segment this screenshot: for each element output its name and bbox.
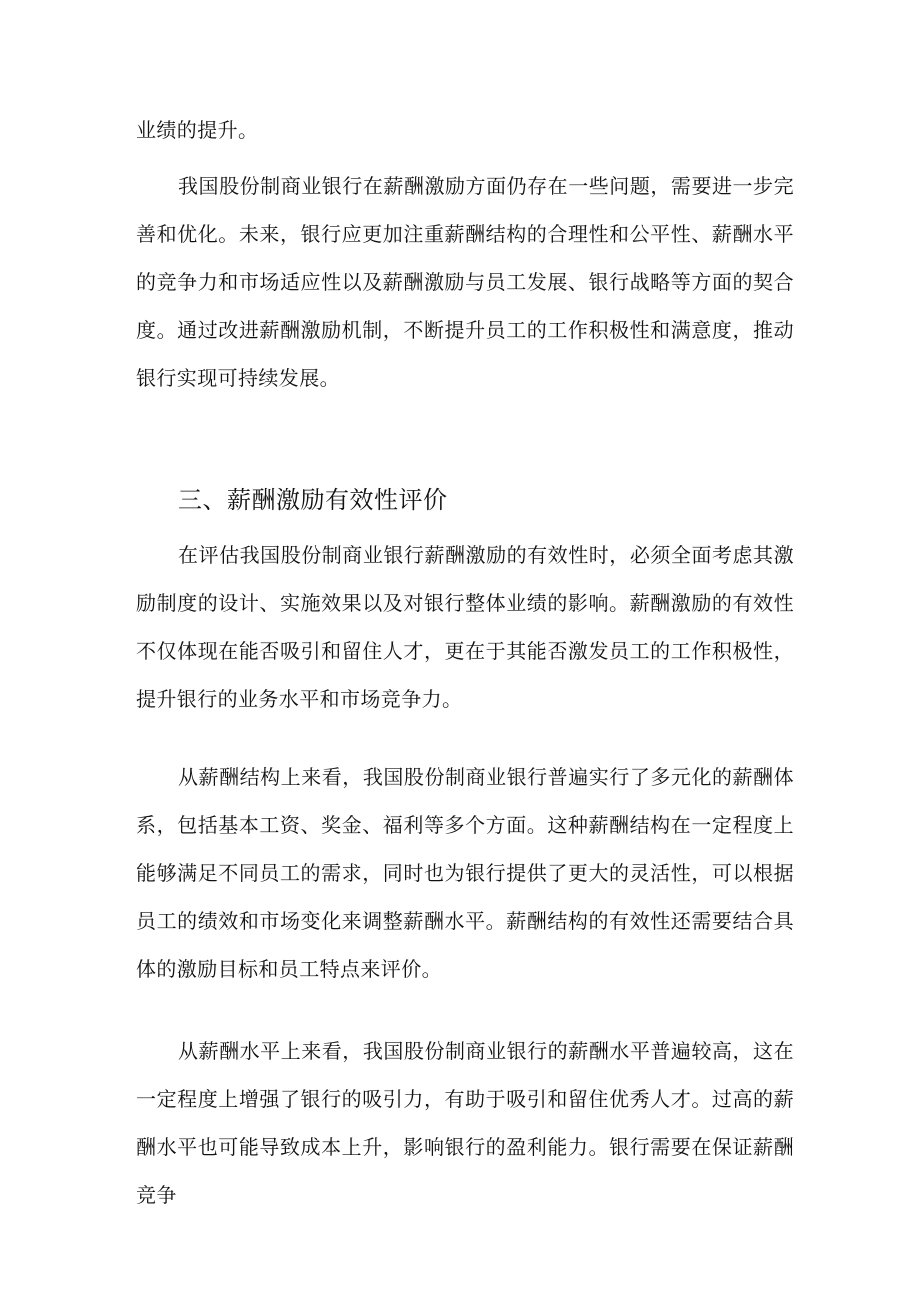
paragraph-1: 我国股份制商业银行在薪酬激励方面仍存在一些问题，需要进一步完善和优化。未来，银行应更加注重薪酬结构的合理性和公平性、薪酬水平的竞争力和市场适应性以及薪酬激励与员工发展、银行战略等方面的契合度。通过改进薪酬激励机制，不断提升员工的工作积极性和满意度，推动银行实现可持续发展。 [136,174,794,390]
paragraph-2: 在评估我国股份制商业银行薪酬激励的有效性时，必须全面考虑其激励制度的设计、实施效果以及对银行整体业绩的影响。薪酬激励的有效性不仅体现在能否吸引和留住人才，更在于其能否激发员工的工作积极性，提升银行的业务水平和市场竞争力。 [136,543,794,711]
paragraph-4: 从薪酬水平上来看，我国股份制商业银行的薪酬水平普遍较高，这在一定程度上增强了银行的吸引力，有助于吸引和留住优秀人才。过高的薪酬水平也可能导致成本上升，影响银行的盈利能力。银行需要在保证薪酬竞争 [136,1039,794,1207]
paragraph-continuation: 业绩的提升。 [136,118,259,142]
section-heading: 三、薪酬激励有效性评价 [178,486,448,514]
paragraph-3: 从薪酬结构上来看，我国股份制商业银行普遍实行了多元化的薪酬体系，包括基本工资、奖金、福利等多个方面。这种薪酬结构在一定程度上能够满足不同员工的需求，同时也为银行提供了更大的灵活性，可以根据员工的绩效和市场变化来调整薪酬水平。薪酬结构的有效性还需要结合具体的激励目标和员工特点来评价。 [136,765,794,981]
